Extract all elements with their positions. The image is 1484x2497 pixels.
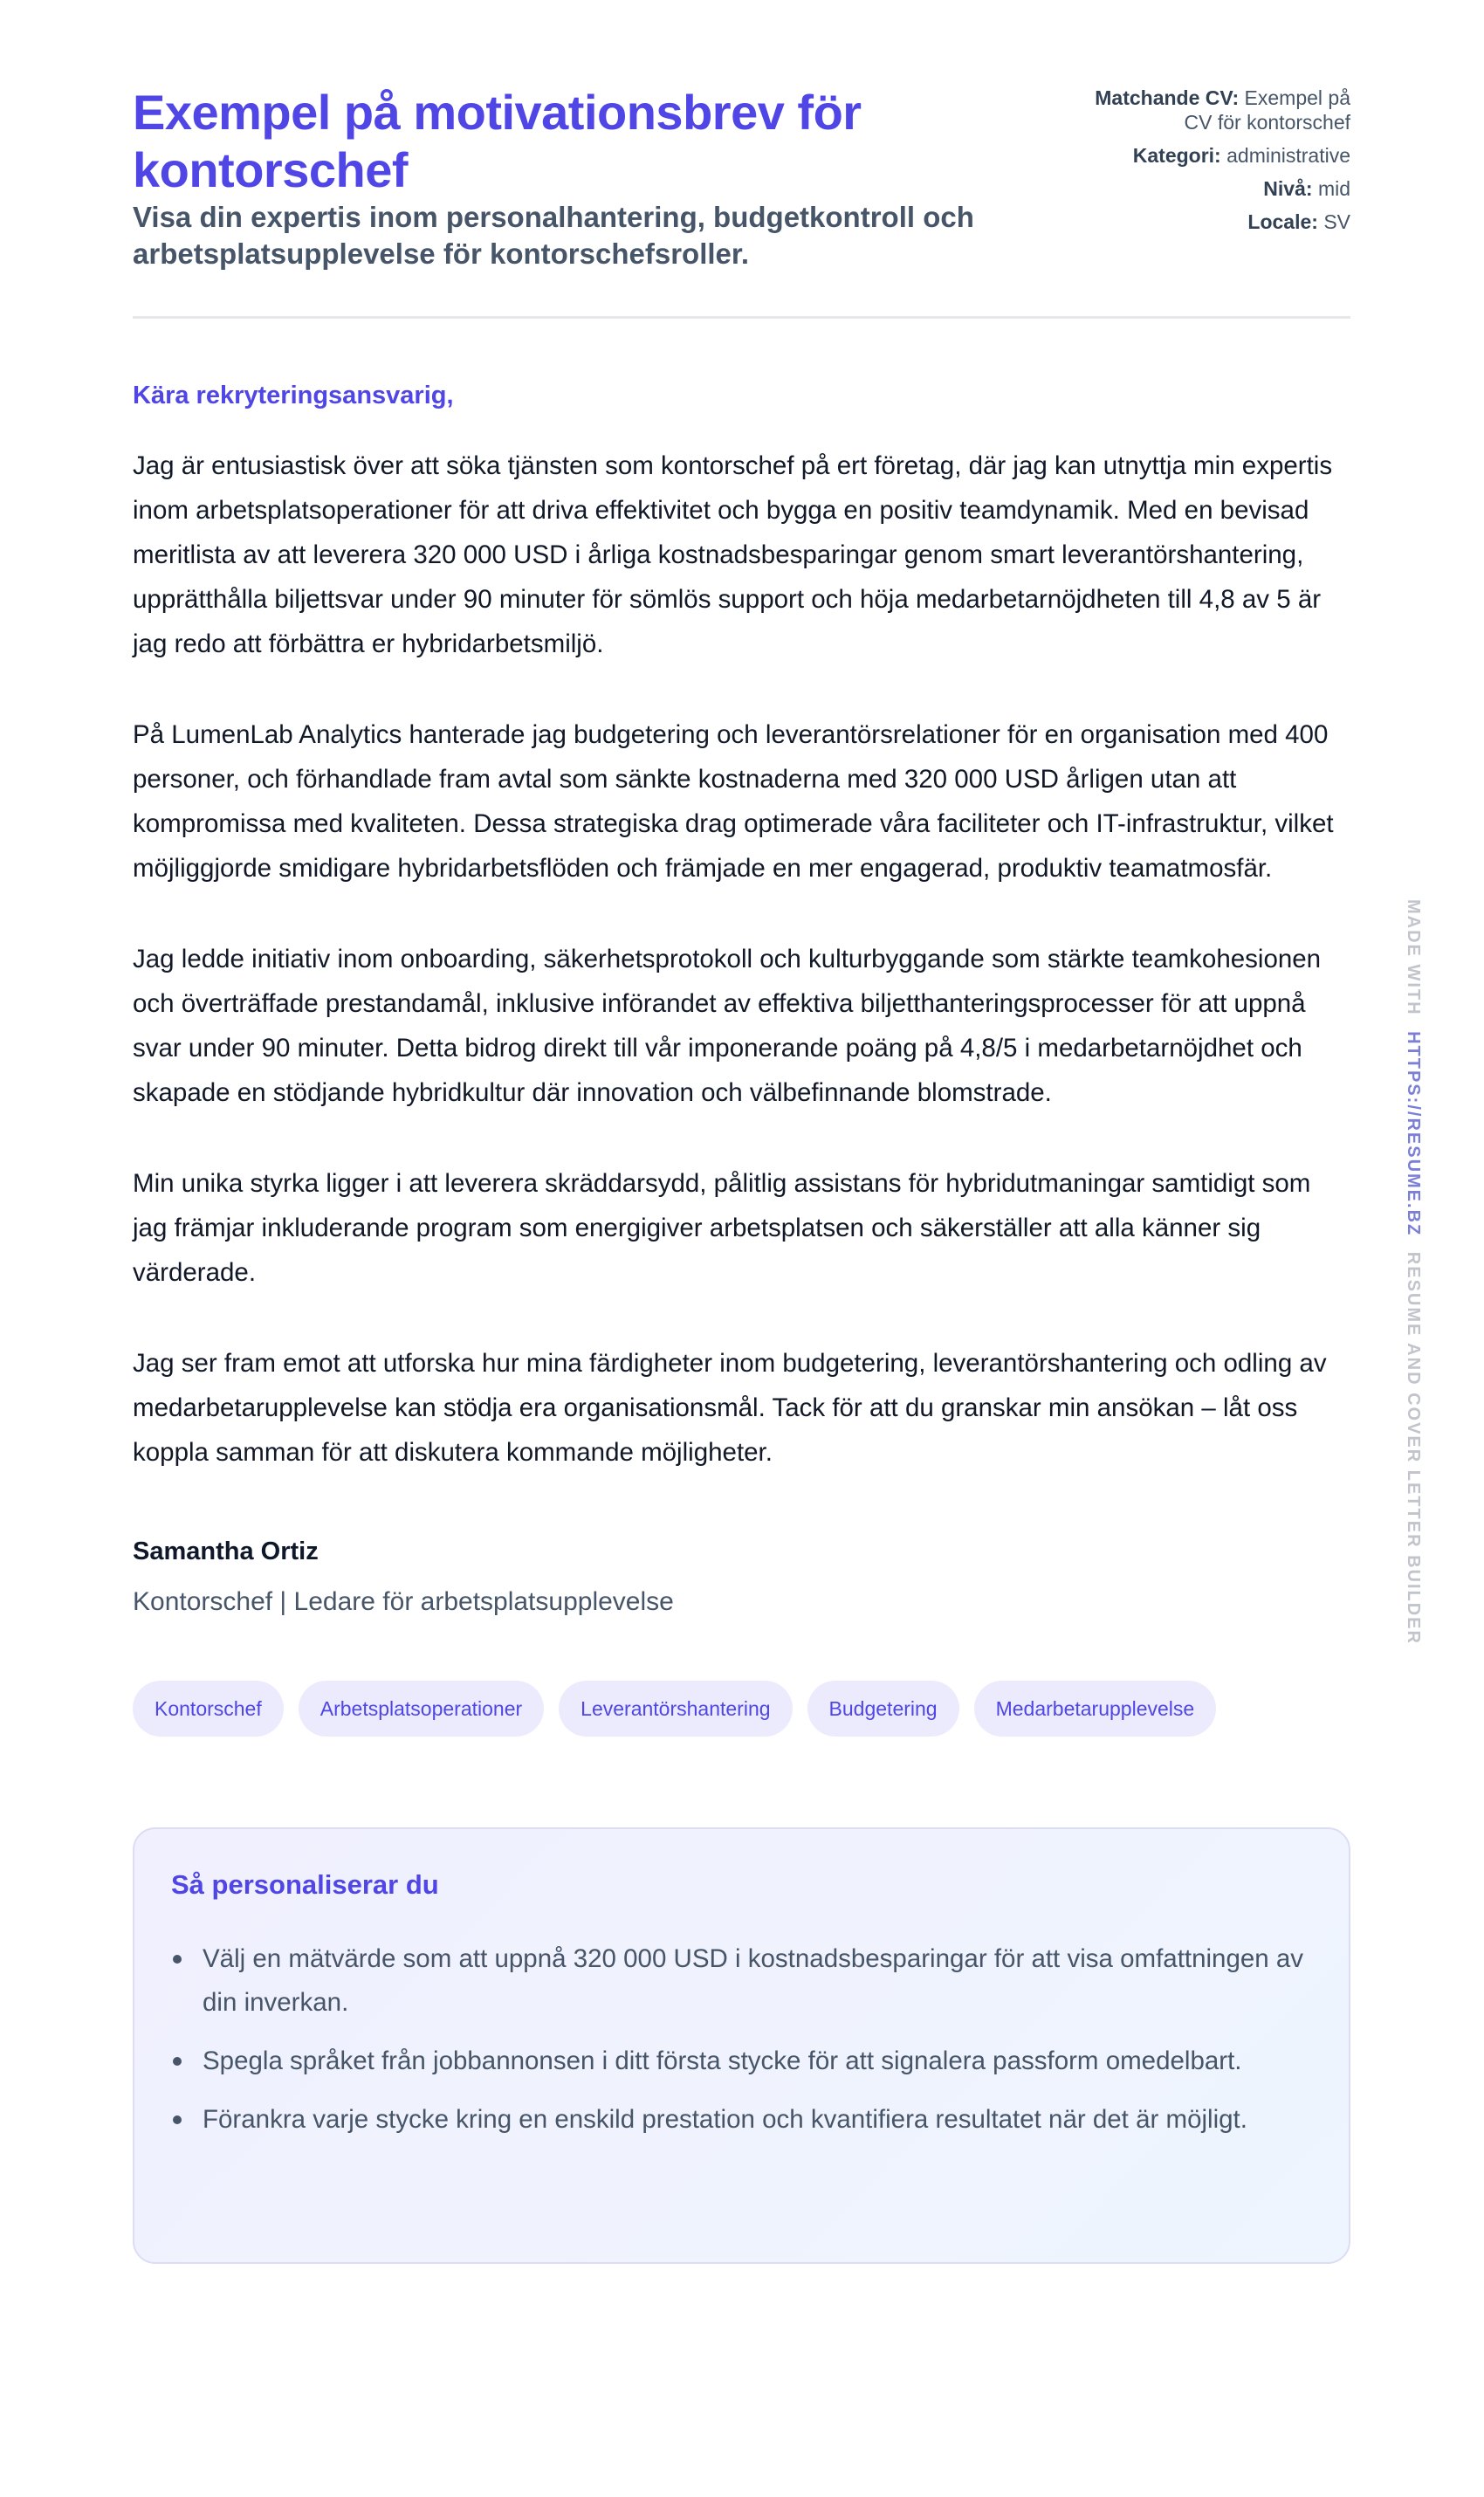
meta-matching-cv bbox=[1062, 86, 1350, 134]
meta-value[interactable]: Exempel på CV för kontorschef bbox=[1184, 86, 1350, 134]
letter-paragraph: Jag ledde initiativ inom onboarding, säkerhetsprotokoll och kulturbyggande som stärkte teamkohesionen och överträffade prestandamål, inklusive införandet av effektiva biljetthanteringsprocesser för att uppnå svar under 90 minuter. Detta bidrog direkt till vår imponerande poäng på 4,8/5 i medarbetarnöjdhet och skapade en stödjande hybridkultur där innovation och välbefinnande blomstrade. bbox=[133, 945, 1322, 1107]
credit-prefix: MADE WITH bbox=[1404, 899, 1423, 1016]
tag-chip[interactable]: Budgetering bbox=[807, 1681, 959, 1737]
tip-item bbox=[171, 2040, 1314, 2083]
letter-greeting: Kära rekryteringsansvarig, bbox=[133, 382, 454, 409]
letter-paragraph: Min unika styrka ligger i att leverera skräddarsydd, pålitlig assistans för hybridutmaningar samtidigt som jag främjar inkluderande program som energigiver arbetsplatsen och säkerställer att alla känner sig värderade. bbox=[133, 1169, 1311, 1287]
tip-item bbox=[171, 1937, 1314, 2025]
page-subtitle: Visa din expertis inom personalhantering, budgetkontroll och arbetsplatsupplevelse för kontorschefsroller. bbox=[133, 201, 974, 270]
signature-name: Samantha Ortiz bbox=[133, 1537, 319, 1565]
tip-item bbox=[171, 2098, 1314, 2142]
letter-paragraph: På LumenLab Analytics hanterade jag budgetering och leverantörsrelationer för en organisation med 400 personer, och förhandlade fram avtal som sänkte kostnaderna med 320 000 USD årligen utan att kompromissa med kvaliteten. Dessa strategiska drag optimerade våra faciliteter och IT-infrastruktur, vilket möjliggjorde smidigare hybridarbetsflöden och främjade en mer engagerad, produktiv teamatmosfär. bbox=[133, 720, 1334, 883]
meta-panel bbox=[1062, 86, 1350, 243]
meta-key: Kategori: bbox=[1132, 144, 1221, 167]
letter-paragraph: Jag ser fram emot att utforska hur mina färdigheter inom budgetering, leverantörshantering och odling av medarbetarupplevelse kan stödja era organisationsmål. Tack för att du granskar min ansökan – låt oss koppla samman för att diskutera kommande möjligheter. bbox=[133, 1349, 1327, 1467]
page-title: Exempel på motivationsbrev för kontorschef bbox=[133, 85, 862, 197]
meta-value: mid bbox=[1317, 177, 1350, 200]
tag-chip[interactable]: Kontorschef bbox=[133, 1681, 284, 1737]
meta-key: Matchande CV: bbox=[1095, 86, 1240, 109]
bullet-icon bbox=[173, 1955, 182, 1964]
header bbox=[133, 84, 1350, 272]
tip-text: Spegla språket från jobbannonsen i ditt första stycke för att signalera passform omedelbart. bbox=[203, 2046, 1242, 2075]
signature bbox=[133, 1536, 1350, 1620]
tag-list bbox=[133, 1681, 1350, 1737]
letter-paragraph: Jag är entusiastisk över att söka tjänsten som kontorschef på ert företag, där jag kan utnyttja min expertis inom arbetsplatsoperationer för att driva effektivitet och bygga en positiv teamdynamik. Med en bevisad meritlista av att leverera 320 000 USD i årliga kostnadsbesparingar genom smart leverantörshantering, upprätthålla biljettsvar under 90 minuter för sömlös support och höja medarbetarnöjdheten till 4,8 av 5 är jag redo att förbättra er hybridarbetsmiljö. bbox=[133, 451, 1333, 658]
tip-text: Välj en mätvärde som att uppnå 320 000 USD i kostnadsbesparingar för att visa omfattningen av din inverkan. bbox=[203, 1944, 1304, 2017]
tag-chip[interactable]: Medarbetarupplevelse bbox=[974, 1681, 1217, 1737]
signature-title: Kontorschef | Ledare för arbetsplatsupplevelse bbox=[133, 1587, 674, 1616]
bullet-icon bbox=[173, 2057, 182, 2066]
credit-link[interactable]: HTTPS://RESUME.BZ bbox=[1404, 1031, 1423, 1237]
credit-suffix: RESUME AND COVER LETTER BUILDER bbox=[1404, 1251, 1423, 1645]
tip-text: Förankra varje stycke kring en enskild prestation och kvantifiera resultatet när det är möjligt. bbox=[203, 2105, 1247, 2134]
tips-title: Så personaliserar du bbox=[171, 1869, 439, 1900]
personalization-tips-box bbox=[133, 1827, 1350, 2264]
meta-key: Nivå: bbox=[1263, 177, 1313, 200]
meta-locale bbox=[1062, 210, 1350, 234]
tips-list bbox=[171, 1937, 1314, 2142]
header-left bbox=[133, 84, 1006, 272]
tag-chip[interactable]: Arbetsplatsoperationer bbox=[299, 1681, 544, 1737]
letter-body bbox=[133, 444, 1350, 1475]
bullet-icon bbox=[173, 2115, 182, 2124]
cover-letter-page bbox=[133, 84, 1350, 2264]
tag-chip[interactable]: Leverantörshantering bbox=[559, 1681, 792, 1737]
side-credit-text bbox=[1403, 899, 1423, 1645]
meta-key: Locale: bbox=[1247, 210, 1318, 233]
meta-value: administrative bbox=[1226, 144, 1350, 167]
header-divider bbox=[133, 316, 1350, 319]
meta-category bbox=[1062, 143, 1350, 168]
meta-level bbox=[1062, 176, 1350, 201]
meta-value: SV bbox=[1323, 210, 1350, 233]
